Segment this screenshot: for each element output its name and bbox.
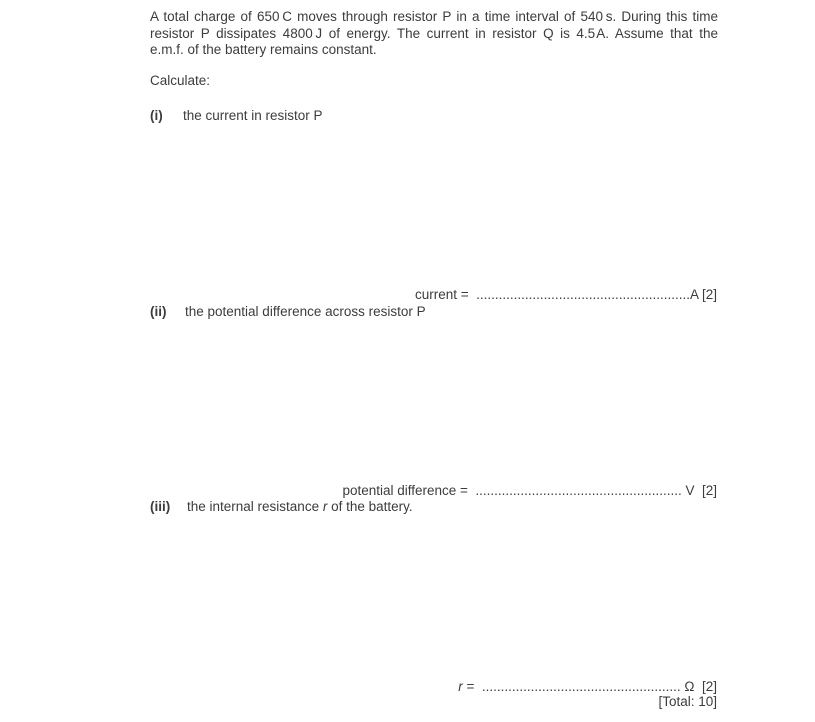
answer-r-unit-marks: Ω [2]	[680, 678, 717, 694]
question-intro-paragraph	[150, 9, 718, 59]
question-part-ii	[150, 304, 426, 321]
intro-line-3: e.m.f. of the battery remains constant.	[150, 42, 377, 57]
part-iii-marker: (iii)	[150, 499, 171, 514]
intro-line-2: resistor P dissipates 4800 J of energy. The current in resistor Q is 4.5 A. Assume that the	[150, 25, 718, 41]
part-i-text: the current in resistor P	[183, 108, 323, 123]
answer-r-equals: =	[462, 678, 482, 694]
intro-line-1: A total charge of 650 C moves through resistor P in a time interval of 540 s. During this time	[150, 9, 718, 24]
answer-pd-unit-marks: V [2]	[681, 482, 717, 498]
part-iii-text-before: the internal resistance	[187, 499, 323, 514]
answer-field-potential-difference[interactable]: .......................................................	[475, 482, 682, 498]
part-iii-variable-r: r	[322, 499, 328, 514]
question-part-iii	[150, 499, 413, 516]
part-ii-marker: (ii)	[150, 304, 167, 319]
answer-current-label: current =	[415, 286, 477, 302]
calculate-label: Calculate:	[150, 73, 211, 88]
answer-current-unit-marks: A [2]	[689, 286, 717, 302]
part-iii-text-after: of the battery.	[327, 499, 413, 514]
part-i-marker: (i)	[150, 108, 163, 123]
answer-line-current	[400, 270, 717, 320]
answer-pd-label: potential difference =	[342, 482, 476, 498]
question-part-i	[150, 108, 323, 125]
total-marks-label: [Total: 10]	[658, 694, 717, 709]
answer-field-internal-resistance[interactable]: .....................................................	[481, 678, 681, 694]
part-iii-text	[187, 499, 413, 514]
answer-field-current[interactable]: .........................................................	[476, 286, 690, 302]
part-ii-text: the potential difference across resistor P	[185, 304, 426, 319]
answer-r-variable: r	[458, 678, 463, 694]
